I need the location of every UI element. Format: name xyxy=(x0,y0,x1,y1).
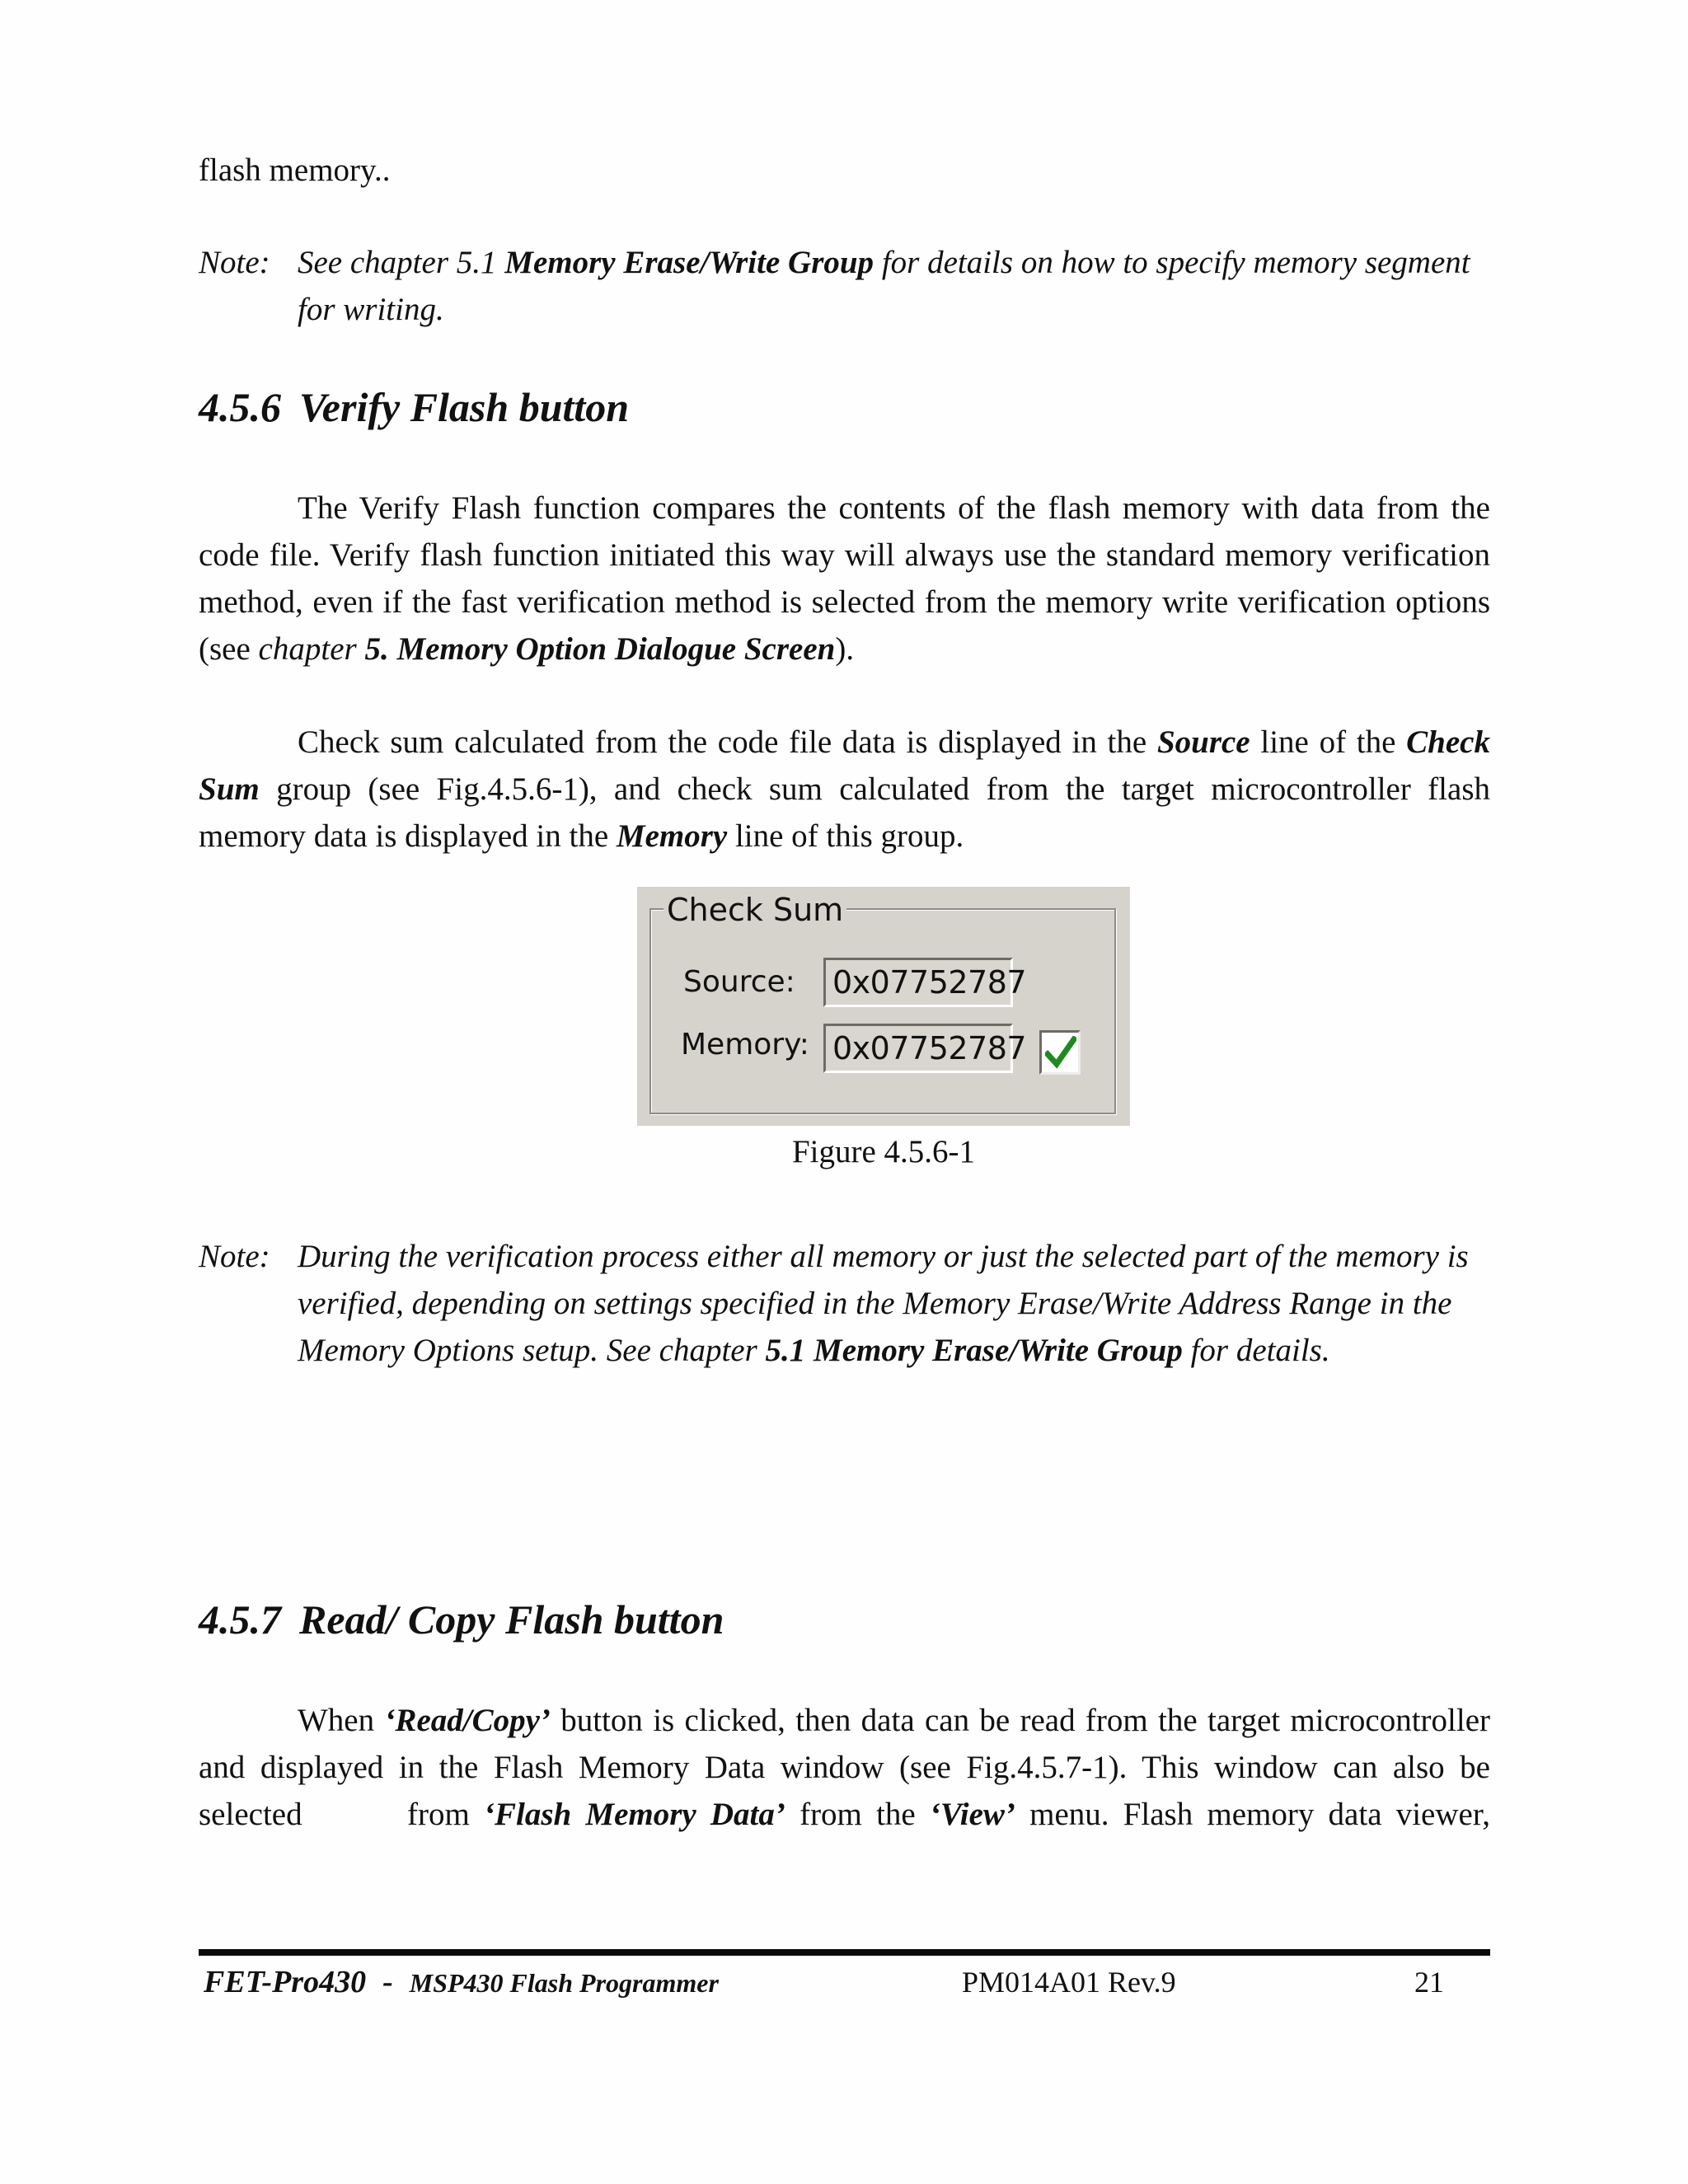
verify-ok-checkbox xyxy=(1039,1030,1081,1075)
group-title: Check Sum xyxy=(663,893,846,926)
check-sum-paragraph: Check sum calculated from the code file data is displayed in the Source line of the Check Sum group (see Fig.4.5.6-1), and check sum calculated from the target microcontroller flash memory data is displayed in the Memory line of this group. xyxy=(199,724,1490,854)
chapter-reference: 5. Memory Option Dialogue Screen xyxy=(364,631,836,667)
check-sum-groupbox xyxy=(649,908,1116,1114)
term-memory: Memory xyxy=(616,818,728,854)
term-check-sum: Check Sum xyxy=(199,724,1490,807)
note-label: Note: xyxy=(199,1239,270,1274)
read-copy-paragraph: When ‘Read/Copy’ button is clicked, then data can be read from the target microcontroller and displayed in the Flash Memory Data window (see Fig.4.5.7-1). This window can also be selected xyxy=(199,1703,1490,1832)
section-heading-read-copy xyxy=(199,1595,724,1644)
verify-flash-paragraph: The Verify Flash function compares the contents of the flash memory with data from the code file. Verify flash function initiated this way will always use the standard memory verification method, even if the fast verification method is selected from the memory write verification options (see chapter 5. Memory Option Dialogue Screen). xyxy=(199,490,1490,667)
section-title: Read/ Copy Flash button xyxy=(299,1596,724,1643)
source-label: Source: xyxy=(683,965,795,999)
page-number: 21 xyxy=(1414,1966,1444,1999)
memory-checksum-field: 0x07752787 xyxy=(823,1024,1013,1073)
term-flash-memory-data: ‘Flash Memory Data’ xyxy=(484,1797,785,1832)
term-view: ‘View’ xyxy=(929,1797,1015,1832)
footer-separator: - xyxy=(382,1965,393,1999)
section-title: Verify Flash button xyxy=(299,384,630,430)
check-sum-figure xyxy=(637,887,1130,1126)
product-subtitle: MSP430 Flash Programmer xyxy=(409,1968,719,1998)
footer-product xyxy=(204,1961,719,2004)
figure-caption: Figure 4.5.6-1 xyxy=(791,1134,976,1169)
note-label: Note: xyxy=(199,245,270,280)
note-text: See chapter 5.1 Memory Erase/Write Group for details on how to specify memory segment for writing. xyxy=(298,245,1470,327)
term-read-copy: ‘Read/Copy’ xyxy=(384,1703,551,1738)
section-heading-verify-flash xyxy=(199,382,629,432)
chapter-reference: 5.1 Memory Erase/Write Group xyxy=(765,1333,1183,1368)
intro-line: flash memory.. xyxy=(199,152,391,188)
green-checkmark-icon xyxy=(1045,1036,1076,1071)
chapter-reference: Memory Erase/Write Group xyxy=(504,245,874,280)
read-copy-paragraph-continued: from ‘Flash Memory Data’ from the ‘View’ menu. Flash memory data viewer, xyxy=(407,1797,1490,1832)
note-text: During the verification process either all memory or just the selected part of the memory is verified, depending on settings specified in the Memory Erase/Write Address Range in the Memory Options setup. See chapter 5.1 Memory Erase/Write Group for details. xyxy=(298,1239,1469,1368)
section-number: 4.5.7 xyxy=(199,1596,281,1643)
footer-doc-id: PM014A01 Rev.9 xyxy=(962,1966,1176,1999)
memory-label: Memory: xyxy=(681,1028,809,1062)
source-checksum-field: 0x07752787 xyxy=(823,958,1013,1007)
footer-rule xyxy=(199,1949,1490,1956)
term-source: Source xyxy=(1156,724,1250,760)
section-number: 4.5.6 xyxy=(199,384,281,430)
product-name: FET-Pro430 xyxy=(204,1965,367,1999)
